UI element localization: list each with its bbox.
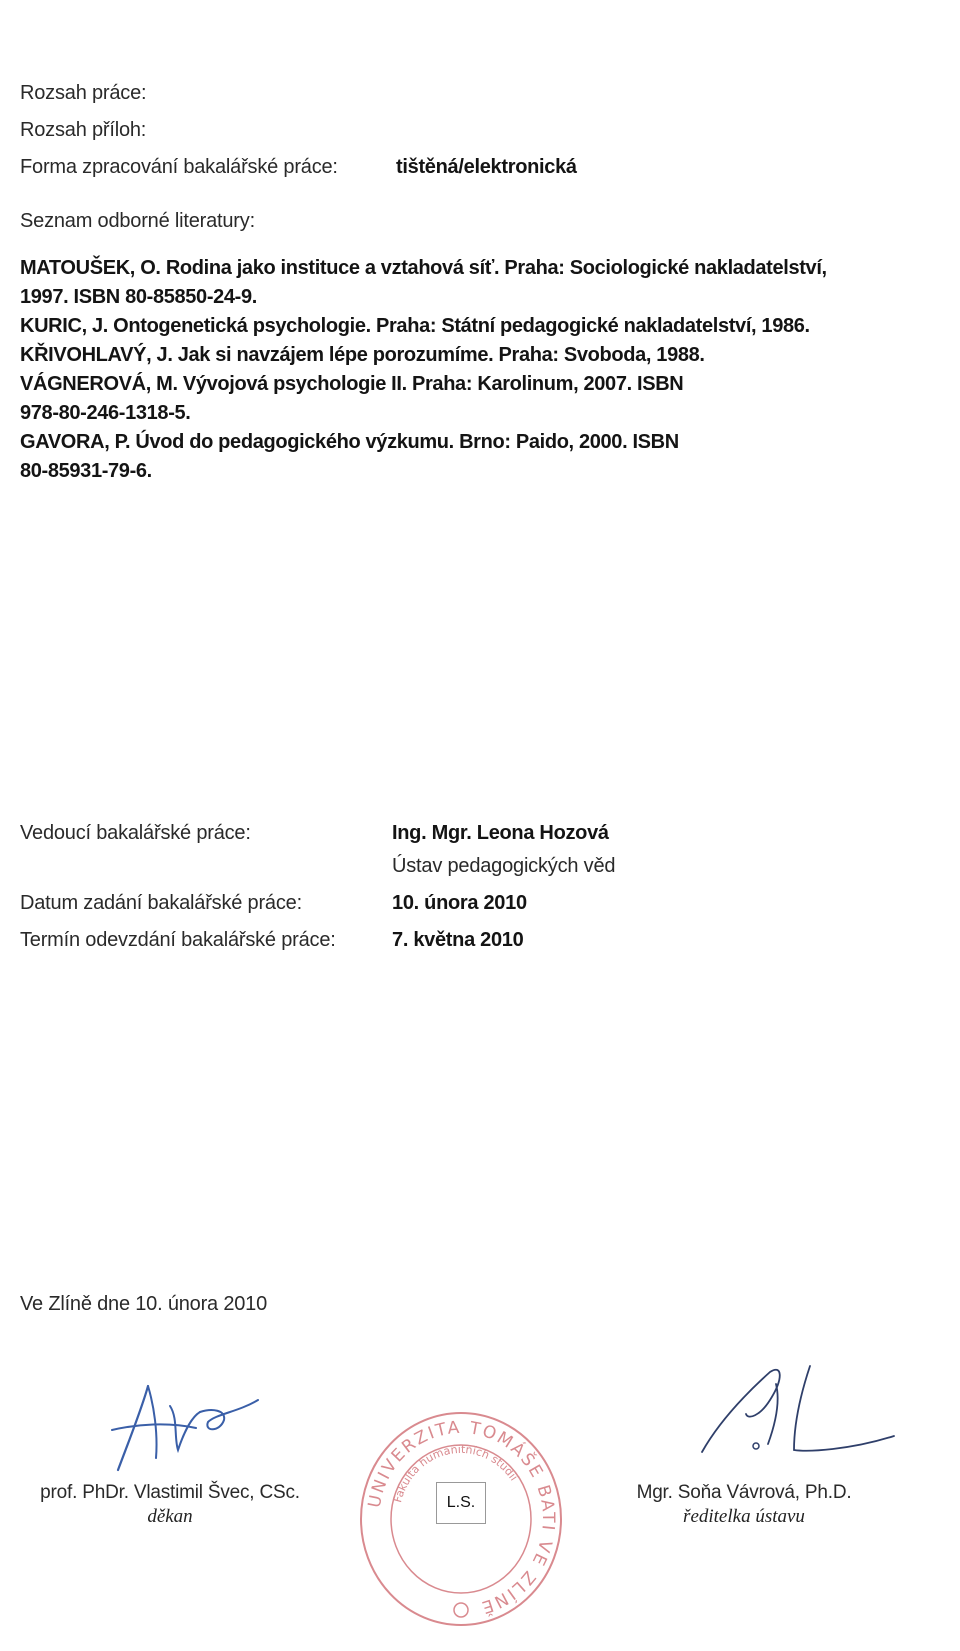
- literature-line: 978-80-246-1318-5.: [20, 402, 191, 424]
- literature-line: 1997. ISBN 80-85850-24-9.: [20, 286, 257, 308]
- assigned-date-value: 10. února 2010: [392, 892, 527, 914]
- signatory-right: [612, 1482, 876, 1528]
- svg-text:Fakulta humanitních studií: Fakulta humanitních studií: [391, 1442, 521, 1504]
- deadline-label: Termín odevzdání bakalářské práce:: [20, 929, 336, 951]
- official-stamp: [358, 1410, 564, 1628]
- place-date: Ve Zlíně dne 10. února 2010: [20, 1293, 268, 1315]
- literature-list: [20, 254, 940, 486]
- deadline-value: 7. května 2010: [392, 929, 524, 951]
- signature-left-image: [108, 1378, 278, 1478]
- literature-line: MATOUŠEK, O. Rodina jako instituce a vztahová síť. Praha: Sociologické nakladatelství,: [20, 257, 827, 279]
- signatory-right-name: Mgr. Soňa Vávrová, Ph.D.: [636, 1482, 852, 1503]
- signatory-left-name: prof. PhDr. Vlastimil Švec, CSc.: [40, 1482, 300, 1503]
- literature-line: KURIC, J. Ontogenetická psychologie. Praha: Státní pedagogické nakladatelství, 1986.: [20, 315, 810, 337]
- stamp-ls-label: L.S.: [436, 1482, 486, 1524]
- svg-text:UNIVERZITA TOMÁŠE BATI VE ZLÍN: UNIVERZITA TOMÁŠE BATI VE ZLÍNĚ: [364, 1417, 559, 1618]
- form-value: tištěná/elektronická: [396, 156, 577, 178]
- appendix-label: Rozsah příloh:: [20, 119, 147, 141]
- form-label: Forma zpracování bakalářské práce:: [20, 156, 338, 178]
- supervisor-label: Vedoucí bakalářské práce:: [20, 822, 251, 844]
- literature-line: KŘIVOHLAVÝ, J. Jak si navzájem lépe porozumíme. Praha: Svoboda, 1988.: [20, 344, 705, 366]
- signatory-left-role: děkan: [147, 1506, 193, 1527]
- assigned-date-label: Datum zadání bakalářské práce:: [20, 892, 302, 914]
- supervisor-name: Ing. Mgr. Leona Hozová: [392, 822, 609, 844]
- scope-label: Rozsah práce:: [20, 82, 147, 104]
- literature-title: Seznam odborné literatury:: [20, 210, 255, 232]
- signature-right-image: [690, 1360, 900, 1470]
- literature-line: VÁGNEROVÁ, M. Vývojová psychologie II. Praha: Karolinum, 2007. ISBN: [20, 373, 684, 395]
- signatory-left: [20, 1482, 320, 1528]
- literature-line: 80-85931-79-6.: [20, 460, 152, 482]
- supervisor-department: Ústav pedagogických věd: [392, 855, 616, 877]
- signatory-right-role: ředitelka ústavu: [683, 1506, 805, 1527]
- literature-line: GAVORA, P. Úvod do pedagogického výzkumu. Brno: Paido, 2000. ISBN: [20, 431, 679, 453]
